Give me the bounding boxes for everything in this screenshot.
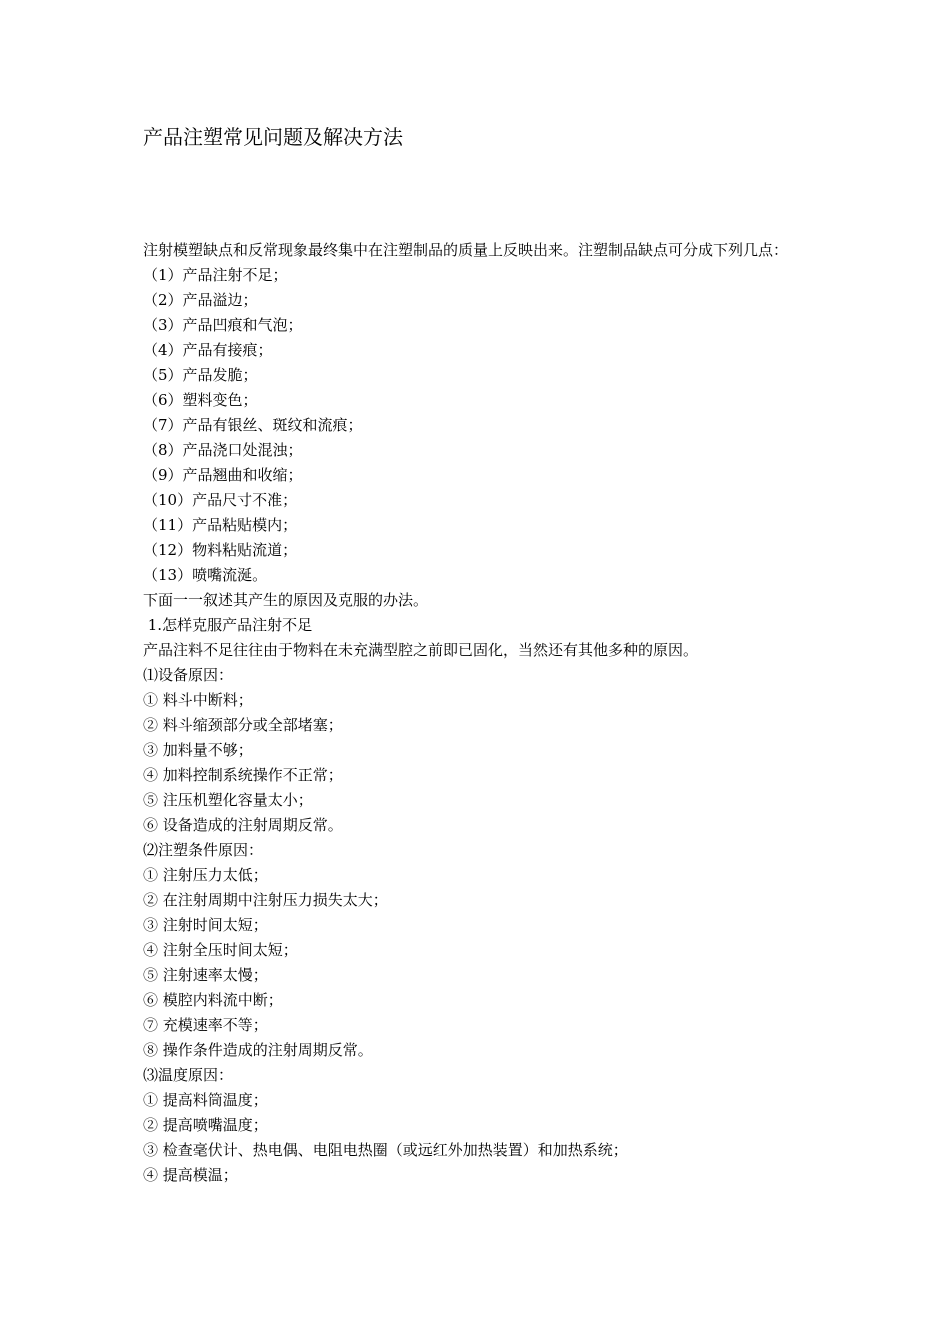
cause-item: ② 提高喷嘴温度； — [143, 1116, 268, 1134]
defect-item: （6）塑料变色； — [143, 391, 258, 409]
cause-item: ① 提高料筒温度； — [143, 1091, 268, 1109]
defect-item: （7）产品有银丝、斑纹和流痕； — [143, 416, 363, 434]
defect-item: （2）产品溢边； — [143, 291, 258, 309]
cause-item: ④ 提高模温； — [143, 1166, 238, 1184]
temperature-causes — [143, 1063, 813, 1188]
cause-item: ② 在注射周期中注射压力损失太大； — [143, 891, 388, 909]
subsection-heading: ⑶温度原因： — [143, 1066, 234, 1084]
cause-item: ③ 检查毫伏计、热电偶、电阻电热圈（或远红外加热装置）和加热系统； — [143, 1141, 628, 1159]
cause-item: ③ 注射时间太短； — [143, 916, 268, 934]
defect-item: （3）产品凹痕和气泡； — [143, 316, 303, 334]
defect-item: （8）产品浇口处混浊； — [143, 441, 303, 459]
intro-paragraph: 注射模塑缺点和反常现象最终集中在注塑制品的质量上反映出来。注塑制品缺点可分成下列几点： — [143, 241, 789, 259]
defect-item: （9）产品翘曲和收缩； — [143, 466, 303, 484]
cause-item: ⑦ 充模速率不等； — [143, 1016, 268, 1034]
cause-item: ① 料斗中断料； — [143, 691, 253, 709]
defect-item: （4）产品有接痕； — [143, 341, 273, 359]
cause-item: ⑥ 设备造成的注射周期反常。 — [143, 816, 343, 834]
cause-item: ⑤ 注压机塑化容量太小； — [143, 791, 313, 809]
section-heading: 1.怎样克服产品注射不足 — [143, 616, 313, 634]
subsection-heading: ⑴设备原因： — [143, 666, 234, 684]
condition-causes — [143, 838, 813, 1063]
cause-item: ④ 加料控制系统操作不正常； — [143, 766, 343, 784]
defect-item: （13）喷嘴流涎。 — [143, 566, 268, 584]
defect-item: （1）产品注射不足； — [143, 266, 288, 284]
defect-item: （12）物料粘贴流道； — [143, 541, 298, 559]
cause-item: ⑧ 操作条件造成的注射周期反常。 — [143, 1041, 373, 1059]
defect-list — [143, 263, 813, 588]
defect-item: （10）产品尺寸不准； — [143, 491, 298, 509]
cause-item: ⑤ 注射速率太慢； — [143, 966, 268, 984]
cause-item: ④ 注射全压时间太短； — [143, 941, 298, 959]
defect-item: （11）产品粘贴模内； — [143, 516, 298, 534]
cause-item: ② 料斗缩颈部分或全部堵塞； — [143, 716, 343, 734]
cause-item: ① 注射压力太低； — [143, 866, 268, 884]
subsection-heading: ⑵注塑条件原因： — [143, 841, 264, 859]
section-summary: 产品注料不足往往由于物料在未充满型腔之前即已固化，当然还有其他多种的原因。 — [143, 641, 699, 659]
defect-item: （5）产品发脆； — [143, 366, 258, 384]
document-body — [143, 238, 813, 1188]
transition-text: 下面一一叙述其产生的原因及克服的办法。 — [143, 591, 429, 609]
equipment-causes — [143, 663, 813, 838]
cause-item: ⑥ 模腔内料流中断； — [143, 991, 283, 1009]
cause-item: ③ 加料量不够； — [143, 741, 253, 759]
document-title: 产品注塑常见问题及解决方法 — [143, 125, 403, 149]
